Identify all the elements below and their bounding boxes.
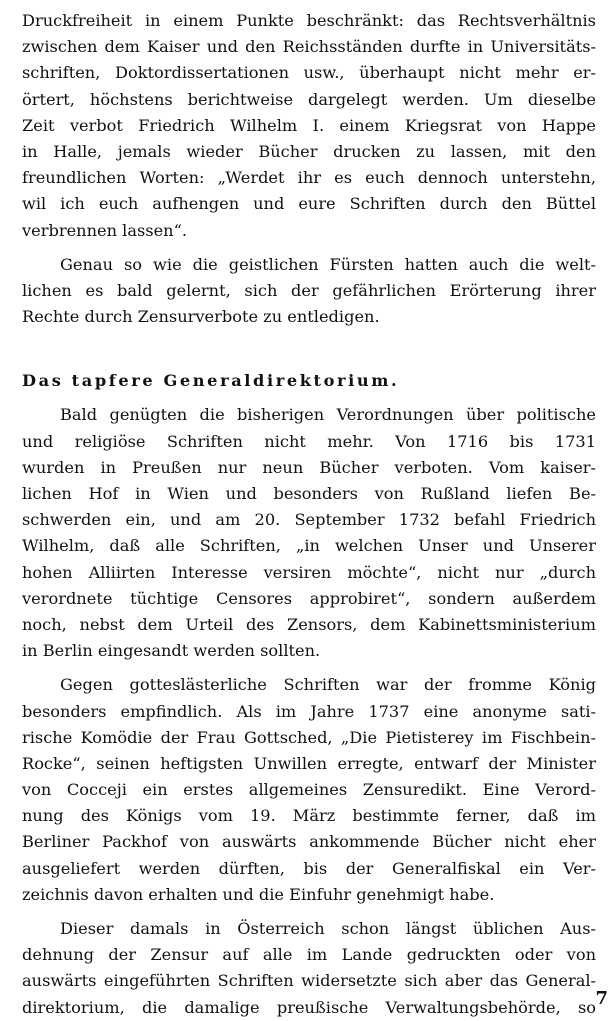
text-line: auswärts eingeführten Schriften widersetzte sich aber das General- bbox=[22, 971, 596, 991]
text-line: und religiöse Schriften nicht mehr. Von 1716 bis 1731 bbox=[22, 431, 596, 451]
text-line: direktorium, die damalige preußische Verwaltungsbehörde, so bbox=[22, 997, 596, 1017]
text-line: wil ich euch aufhengen und eure Schriften durch den Büttel bbox=[22, 194, 596, 214]
text-line: lichen Hof in Wien und besonders von Rußland liefen Be- bbox=[22, 484, 596, 503]
text-line: Rocke“, seinen heftigsten Unwillen erregte, entwarf der Minister bbox=[22, 753, 596, 773]
text-line: Bald genügten die bisherigen Verordnungen über politische bbox=[60, 405, 596, 425]
text-line: Zeit verbot Friedrich Wilhelm I. einem Kriegsrat von Happe bbox=[22, 115, 596, 135]
paragraph-4 bbox=[22, 672, 596, 908]
text-line: zwischen dem Kaiser und den Reichsständen durfte in Universitäts- bbox=[22, 37, 596, 57]
text-line: noch, nebst dem Urteil des Zensors, dem Kabinettsministerium bbox=[22, 614, 596, 634]
text-line: rische Komödie der Frau Gottsched, „Die Pietisterey im Fischbein- bbox=[22, 727, 596, 747]
text-line: schriften, Doktordissertationen usw., überhaupt nicht mehr er- bbox=[22, 63, 596, 83]
text-line: Wilhelm, daß alle Schriften, „in welchen Unser und Unserer bbox=[22, 536, 596, 556]
text-line: hohen Alliirten Interesse versiren möchte“, nicht nur „durch bbox=[22, 562, 596, 582]
text-line: Druckfreiheit in einem Punkte beschränkt: das Rechtsverhältnis bbox=[22, 11, 596, 30]
text-line: zeichnis davon erhalten und die Einfuhr genehmigt habe. bbox=[22, 884, 495, 904]
text-line: Berliner Packhof von auswärts ankommende Bücher nicht eher bbox=[22, 832, 596, 852]
section-heading: Das tapfere Generaldirektorium. bbox=[22, 371, 400, 391]
text-line: in Berlin eingesandt werden sollten. bbox=[22, 641, 321, 661]
text-line: verbrennen lassen“. bbox=[22, 220, 188, 240]
text-line: verordnete tüchtige Censores approbiret“, sondern außerdem bbox=[22, 588, 596, 608]
text-line: von Cocceji ein erstes allgemeines Zensuredikt. Eine Verord- bbox=[22, 780, 596, 800]
text-line: nung des Königs vom 19. März bestimmte ferner, daß im bbox=[22, 806, 596, 826]
text-line: wurden in Preußen nur neun Bücher verboten. Vom kaiser- bbox=[22, 457, 596, 477]
text-line: Genau so wie die geistlichen Fürsten hatten auch die welt- bbox=[60, 254, 596, 274]
text-line: lichen es bald gelernt, sich der gefährlichen Erörterung ihrer bbox=[22, 280, 596, 300]
text-line: ausgeliefert werden dürften, bis der Generalfiskal ein Ver- bbox=[22, 858, 596, 878]
paragraph-2 bbox=[22, 252, 596, 331]
book-page bbox=[22, 8, 596, 1017]
text-line: freundlichen Worten: „Werdet ihr es euch dennoch unterstehn, bbox=[22, 168, 596, 188]
paragraph-3 bbox=[22, 402, 596, 664]
paragraph-5 bbox=[22, 916, 596, 1021]
text-line: Gegen gotteslästerliche Schriften war der fromme König bbox=[60, 675, 596, 695]
text-line: Rechte durch Zensurverbote zu entledigen. bbox=[22, 307, 380, 327]
text-line: in Halle, jemals wieder Bücher drucken zu lassen, mit den bbox=[22, 141, 596, 161]
paragraph-1 bbox=[22, 8, 596, 244]
text-line: besonders empfindlich. Als im Jahre 1737 eine anonyme sati- bbox=[22, 701, 596, 721]
text-line: dehnung der Zensur auf alle im Lande gedruckten oder von bbox=[22, 945, 596, 965]
page-number: 7 bbox=[595, 988, 608, 1009]
text-line: Dieser damals in Österreich schon längst üblichen Aus- bbox=[60, 919, 596, 938]
text-line: örtert, höchstens berichtweise dargelegt werden. Um dieselbe bbox=[22, 89, 596, 109]
text-line: schwerden ein, und am 20. September 1732 befahl Friedrich bbox=[22, 510, 596, 530]
